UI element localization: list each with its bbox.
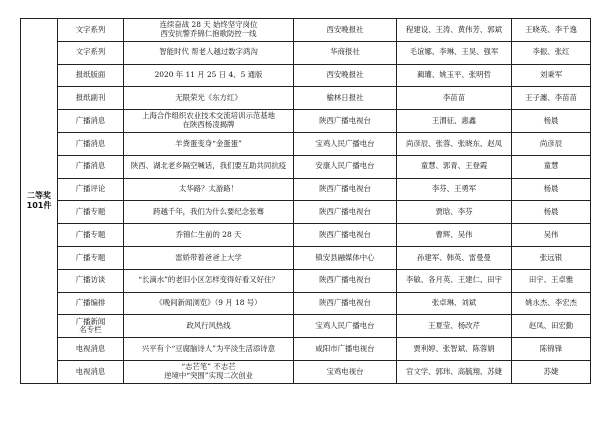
editors-cell: 杨晨: [512, 201, 591, 224]
title-cell: [124, 338, 294, 361]
unit-cell: 安康人民广播电台: [294, 155, 397, 178]
editors-cell: 姚永杰、李宏杰: [512, 292, 591, 315]
title-cell: [124, 19, 294, 42]
unit-cell: 宝鸡电视台: [294, 360, 397, 383]
category-cell: 文字系列: [58, 19, 124, 42]
category-cell: 广播专题: [58, 246, 124, 269]
editors-cell: 陈锦锋: [512, 338, 591, 361]
category-cell: 电视消息: [58, 338, 124, 361]
title-cell: [124, 155, 294, 178]
unit-cell: 宝鸡人民广播电台: [294, 315, 397, 338]
unit-cell: 宝鸡人民广播电台: [294, 132, 397, 155]
category-cell: 广播新闻 名专栏: [58, 315, 124, 338]
authors-cell: 官文学、郭玮、高毓翔、苏婕: [397, 360, 512, 383]
title-line: 陕西、湖北老乡隔空喊话，我们要互助共同抗疫: [130, 161, 287, 171]
title-cell: [124, 110, 294, 133]
title-line: 跨越千年，我们为什么要纪念张骞: [153, 206, 264, 216]
authors-cell: 毛谊娜、李琳、王昊、强军: [397, 41, 512, 64]
title-line: “长滴水”的老旧小区怎样变得好看又好住？: [138, 275, 279, 285]
table-row: [21, 360, 591, 383]
title-line: 《晚间新闻浏览》（9 月 18 号）: [155, 298, 262, 308]
table-row: [21, 41, 591, 64]
table-body: [21, 19, 591, 384]
category-cell: 报纸副刊: [58, 87, 124, 110]
authors-cell: 李芬、王勇军: [397, 178, 512, 201]
title-line: “志芒笔” 不志芒: [181, 362, 236, 372]
award-group-label: 101件: [26, 200, 52, 210]
editors-cell: 童慧: [512, 155, 591, 178]
category-cell: 报纸版面: [58, 64, 124, 87]
table-row: [21, 87, 591, 110]
title-cell: [124, 132, 294, 155]
award-group-label: 二等奖: [27, 190, 51, 200]
table-row: [21, 110, 591, 133]
title-cell: [124, 246, 294, 269]
editors-cell: 张远银: [512, 246, 591, 269]
unit-cell: 华商报社: [294, 41, 397, 64]
title-line: 在陕西杨凌揭牌: [182, 120, 235, 130]
category-cell: 电视消息: [58, 360, 124, 383]
category-cell: 广播评论: [58, 178, 124, 201]
unit-cell: 陕西广播电视台: [294, 269, 397, 292]
table-row: [21, 155, 591, 178]
table-row: [21, 64, 591, 87]
title-cell: [124, 201, 294, 224]
authors-cell: 王夏莹、杨改芹: [397, 315, 512, 338]
title-line: 羊粪蛋变身“金蛋蛋”: [175, 138, 242, 148]
title-cell: [124, 224, 294, 247]
unit-cell: 陕西广播电视台: [294, 292, 397, 315]
category-cell: 文字系列: [58, 41, 124, 64]
authors-cell: 贾利婷、张智斌、陈蓉娟: [397, 338, 512, 361]
authors-cell: 曹辉、吴伟: [397, 224, 512, 247]
editors-cell: 李振、张红: [512, 41, 591, 64]
authors-cell: 蔺瓘、姚玉平、张明哲: [397, 64, 512, 87]
title-line: 逆境中“突围”实现二次创业: [164, 370, 253, 380]
title-line: 连续奋战 28 天 始终坚守岗位: [159, 20, 258, 30]
title-line: 2020 年 11 月 25 日 4、5 通版: [154, 70, 263, 80]
editors-cell: 杨晨: [512, 178, 591, 201]
category-cell: 广播编排: [58, 292, 124, 315]
editors-cell: 尚彦辰: [512, 132, 591, 155]
table-row: [21, 132, 591, 155]
editors-cell: 苏婕: [512, 360, 591, 383]
unit-cell: 陕西广播电视台: [294, 110, 397, 133]
title-line: 无限荣光《东方红》: [175, 92, 242, 102]
table-row: [21, 315, 591, 338]
table-row: [21, 292, 591, 315]
table-row: [21, 201, 591, 224]
authors-cell: 孙建军、韩英、雷曼曼: [397, 246, 512, 269]
award-table: [20, 18, 591, 384]
unit-cell: 陕西广播电视台: [294, 201, 397, 224]
title-line: 智能时代 帮老人越过数字鸿沟: [159, 47, 258, 57]
authors-cell: 张卓琳、刘斌: [397, 292, 512, 315]
authors-cell: 尚彦辰、张蓉、张晓东、赵凤: [397, 132, 512, 155]
authors-cell: 童慧、郭青、王登霞: [397, 155, 512, 178]
title-cell: [124, 360, 294, 383]
authors-cell: 王渭征、惠鑫: [397, 110, 512, 133]
editors-cell: 刘秉军: [512, 64, 591, 87]
title-cell: [124, 41, 294, 64]
category-cell: 广播访谈: [58, 269, 124, 292]
unit-cell: 西安晚报社: [294, 64, 397, 87]
unit-cell: 咸阳市广播电视台: [294, 338, 397, 361]
category-cell: 广播消息: [58, 110, 124, 133]
unit-cell: 陕西广播电视台: [294, 224, 397, 247]
unit-cell: 陕西广播电视台: [294, 178, 397, 201]
title-line: 上海合作组织农业技术交流培训示范基地: [141, 111, 276, 121]
table-row: [21, 178, 591, 201]
authors-cell: 李苗苗: [397, 87, 512, 110]
title-cell: [124, 64, 294, 87]
title-cell: [124, 315, 294, 338]
table-row: [21, 224, 591, 247]
category-cell: 广播消息: [58, 132, 124, 155]
title-line: 政风行风热线: [186, 320, 231, 330]
category-cell: 广播专题: [58, 201, 124, 224]
title-cell: [124, 292, 294, 315]
table-row: [21, 269, 591, 292]
title-line: 西安抗警乔锦仁抱歌防控一线: [160, 28, 257, 38]
editors-cell: 吴伟: [512, 224, 591, 247]
table-row: [21, 338, 591, 361]
unit-cell: 镇安县融媒体中心: [294, 246, 397, 269]
unit-cell: 西安晚报社: [294, 19, 397, 42]
table-row: [21, 19, 591, 42]
title-cell: [124, 178, 294, 201]
award-group-cell: [21, 19, 58, 384]
category-cell: 广播消息: [58, 155, 124, 178]
editors-cell: 田宇、王卓雅: [512, 269, 591, 292]
authors-cell: 李敏、各月英、王建仁、田宇: [397, 269, 512, 292]
title-line: 太华路？太游路！: [178, 184, 239, 194]
table-row: [21, 246, 591, 269]
title-line: 雷娇带着爸爸上大学: [175, 252, 242, 262]
title-cell: [124, 269, 294, 292]
category-cell: 广播专题: [58, 224, 124, 247]
editors-cell: 赵凤、田宏勤: [512, 315, 591, 338]
authors-cell: 程建设、王涛、黄伟芳、郭斌: [397, 19, 512, 42]
authors-cell: 贾晗、李芬: [397, 201, 512, 224]
title-line: 兴平有个“豆腐脑诗人”为平淡生活添诗意: [141, 343, 276, 353]
title-cell: [124, 87, 294, 110]
editors-cell: 王子瀍、李苗苗: [512, 87, 591, 110]
editors-cell: 王晓英、李千逸: [512, 19, 591, 42]
editors-cell: 杨晨: [512, 110, 591, 133]
title-line: 乔锦仁生前的 28 天: [175, 229, 242, 239]
unit-cell: 榆林日报社: [294, 87, 397, 110]
